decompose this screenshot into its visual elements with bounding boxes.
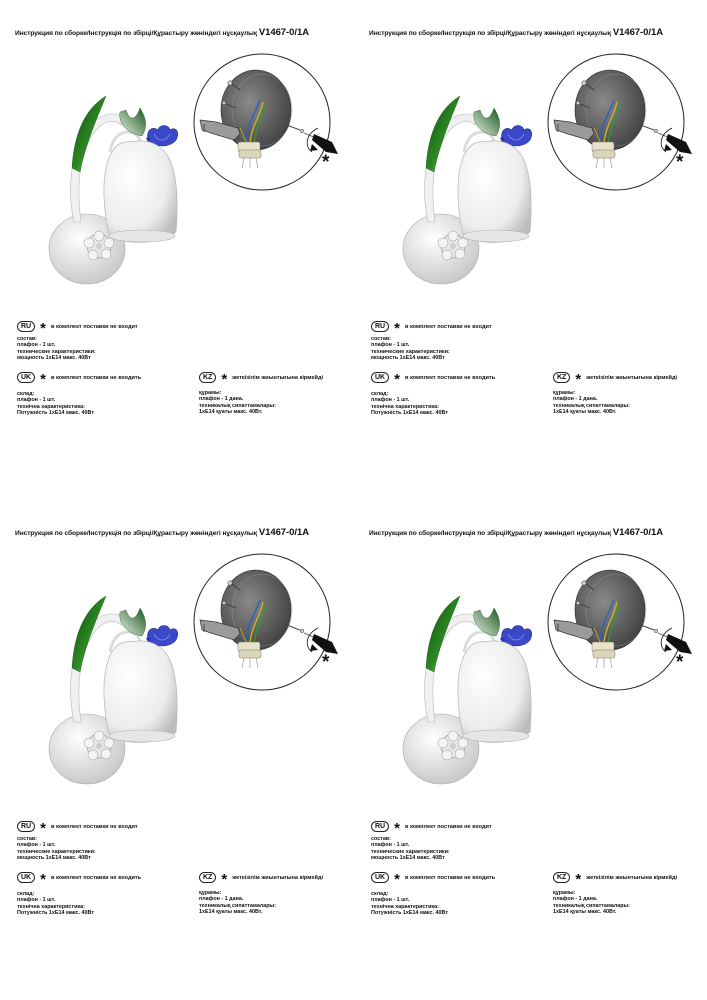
green-leaf <box>426 596 460 672</box>
kz-badge: KZ <box>199 372 216 383</box>
ru-spec-line: состав: <box>17 336 37 342</box>
kz-spec-line: плафон - 1 дана. <box>199 896 244 903</box>
uk-spec-block <box>17 891 94 916</box>
uk-spec-line: технічна характеристика: <box>371 903 439 910</box>
kz-spec-line: техникалық сипаттамалары: <box>199 402 276 409</box>
kz-spec-line: 1xE14 қуаты макс. 40Вт. <box>199 908 263 915</box>
lamp-illustration <box>354 500 707 820</box>
ru-note-row <box>17 819 138 837</box>
kz-spec-block <box>199 390 276 415</box>
kz-star: * <box>221 370 228 388</box>
kz-note: жеткізілім жиынтығына кірмейді <box>586 874 678 881</box>
shade-rim <box>109 730 175 742</box>
kz-badge: KZ <box>553 872 570 883</box>
ru-spec-line: состав: <box>371 836 391 842</box>
diagram-star: * <box>322 652 330 673</box>
instruction-panel <box>354 500 707 1000</box>
kz-note-row <box>199 870 324 888</box>
model-code: V1467-0/1A <box>258 27 310 38</box>
title-text: Инструкция по сборке/Інструкція по збірці/Құрастыру жөніндегі нұсқаулық <box>15 30 258 37</box>
uk-note: в комплект поставки не входить <box>404 874 496 881</box>
instruction-panel <box>0 500 353 1000</box>
glass-shade <box>104 141 177 243</box>
kz-badge: KZ <box>199 872 216 883</box>
uk-spec-line: плафон - 1 шт. <box>371 397 410 404</box>
ru-spec-line: технические характеристики: <box>17 848 96 855</box>
glass-shade <box>458 141 531 243</box>
ru-note-row <box>371 319 492 337</box>
uk-spec-line: технічна характеристика: <box>17 403 85 410</box>
uk-spec-line: Потужність 1xE14 макс. 40Вт <box>371 909 448 916</box>
uk-note: в комплект поставки не входить <box>50 374 142 381</box>
ru-badge: RU <box>17 321 35 332</box>
ru-spec-block <box>17 836 96 861</box>
uk-star: * <box>394 370 400 388</box>
kz-spec-line: плафон - 1 дана. <box>199 396 244 403</box>
ru-note-row <box>17 319 138 337</box>
glass-shade <box>458 641 531 743</box>
ru-badge: RU <box>17 821 35 832</box>
kz-note: жеткізілім жиынтығына кірмейді <box>232 874 324 881</box>
kz-note: жеткізілім жиынтығына кірмейді <box>586 374 678 381</box>
kz-spec-line: плафон - 1 дана. <box>553 896 598 903</box>
ru-badge: RU <box>371 821 389 832</box>
kz-spec-line: техникалық сипаттамалары: <box>199 902 276 909</box>
diagram-star: * <box>322 152 330 173</box>
ru-spec-line: состав: <box>371 336 391 342</box>
kz-note-row <box>553 870 678 888</box>
lamp-illustration <box>0 500 353 820</box>
ru-note: в комплект поставки не входит <box>50 323 138 330</box>
uk-spec-block <box>17 391 94 416</box>
uk-spec-line: Потужність 1xE14 макс. 40Вт <box>17 909 94 916</box>
uk-badge: UK <box>371 372 389 383</box>
ru-spec-line: плафон - 1 шт. <box>17 842 56 849</box>
kz-spec-line: 1xE14 қуаты макс. 40Вт. <box>199 408 263 415</box>
shade-rim <box>463 230 529 242</box>
kz-note: жеткізілім жиынтығына кірмейді <box>232 374 324 381</box>
model-code: V1467-0/1A <box>258 527 310 538</box>
ru-spec-block <box>371 836 450 861</box>
kz-star: * <box>575 870 582 888</box>
kz-spec-line: плафон - 1 дана. <box>553 396 598 403</box>
diagram-star: * <box>676 652 684 673</box>
ru-spec-line: мощность 1xE14 макс. 40Вт <box>17 354 91 361</box>
kz-spec-block <box>199 890 276 915</box>
ru-spec-line: мощность 1xE14 макс. 40Вт <box>17 854 91 861</box>
uk-spec-line: Потужність 1xE14 макс. 40Вт <box>371 409 448 416</box>
instruction-panel <box>354 0 707 500</box>
title-text: Инструкция по сборке/Інструкція по збірці/Құрастыру жөніндегі нұсқаулық <box>369 530 612 537</box>
ru-note-row <box>371 819 492 837</box>
ru-spec-line: мощность 1xE14 макс. 40Вт <box>371 354 445 361</box>
lamp-illustration <box>354 0 707 320</box>
uk-note: в комплект поставки не входить <box>50 874 142 881</box>
ru-spec-line: плафон - 1 шт. <box>17 342 56 349</box>
uk-spec-line: плафон - 1 шт. <box>17 897 56 904</box>
uk-badge: UK <box>17 872 35 883</box>
uk-badge: UK <box>371 872 389 883</box>
shade-rim <box>463 730 529 742</box>
kz-star: * <box>575 370 582 388</box>
uk-note: в комплект поставки не входить <box>404 374 496 381</box>
kz-spec-block <box>553 390 630 415</box>
uk-note-row <box>17 870 142 888</box>
lamp-illustration <box>0 0 353 320</box>
ru-spec-line: состав: <box>17 836 37 842</box>
kz-star: * <box>221 870 228 888</box>
kz-spec-line: құрамы: <box>553 890 576 896</box>
kz-note-row <box>199 370 324 388</box>
kz-spec-line: 1xE14 қуаты макс. 40Вт. <box>553 908 617 915</box>
kz-spec-line: 1xE14 қуаты макс. 40Вт. <box>553 408 617 415</box>
ru-note: в комплект поставки не входит <box>404 823 492 830</box>
green-leaf <box>72 596 106 672</box>
ru-star: * <box>40 819 46 837</box>
green-leaf <box>72 96 106 172</box>
ru-star: * <box>40 319 46 337</box>
uk-note-row <box>371 870 496 888</box>
model-code: V1467-0/1A <box>612 527 664 538</box>
ru-spec-block <box>17 336 96 361</box>
diagram-star: * <box>676 152 684 173</box>
kz-spec-line: құрамы: <box>553 390 576 396</box>
kz-badge: KZ <box>553 372 570 383</box>
uk-spec-line: склад: <box>17 891 35 897</box>
uk-star: * <box>394 870 400 888</box>
ru-note: в комплект поставки не входит <box>404 323 492 330</box>
uk-spec-block <box>371 891 448 916</box>
uk-spec-line: плафон - 1 шт. <box>17 397 56 404</box>
uk-spec-line: Потужність 1xE14 макс. 40Вт <box>17 409 94 416</box>
uk-badge: UK <box>17 372 35 383</box>
kz-note-row <box>553 370 678 388</box>
kz-spec-block <box>553 890 630 915</box>
instruction-panel <box>0 0 353 500</box>
ru-spec-line: мощность 1xE14 макс. 40Вт <box>371 854 445 861</box>
uk-spec-line: склад: <box>371 391 389 397</box>
ru-star: * <box>394 319 400 337</box>
uk-spec-line: склад: <box>17 391 35 397</box>
ru-spec-line: технические характеристики: <box>371 348 450 355</box>
uk-note-row <box>371 370 496 388</box>
kz-spec-line: құрамы: <box>199 890 222 896</box>
ru-star: * <box>394 819 400 837</box>
model-code: V1467-0/1A <box>612 27 664 38</box>
ru-spec-line: плафон - 1 шт. <box>371 842 410 849</box>
ru-spec-line: технические характеристики: <box>17 348 96 355</box>
uk-spec-line: склад: <box>371 891 389 897</box>
kz-spec-line: техникалық сипаттамалары: <box>553 902 630 909</box>
title-text: Инструкция по сборке/Інструкція по збірці/Құрастыру жөніндегі нұсқаулық <box>369 30 612 37</box>
shade-rim <box>109 230 175 242</box>
uk-spec-line: технічна характеристика: <box>17 903 85 910</box>
uk-star: * <box>40 870 46 888</box>
ru-badge: RU <box>371 321 389 332</box>
ru-spec-line: плафон - 1 шт. <box>371 342 410 349</box>
green-leaf <box>426 96 460 172</box>
ru-spec-block <box>371 336 450 361</box>
uk-spec-block <box>371 391 448 416</box>
uk-note-row <box>17 370 142 388</box>
uk-spec-line: технічна характеристика: <box>371 403 439 410</box>
uk-star: * <box>40 370 46 388</box>
uk-spec-line: плафон - 1 шт. <box>371 897 410 904</box>
glass-shade <box>104 641 177 743</box>
title-text: Инструкция по сборке/Інструкція по збірці/Құрастыру жөніндегі нұсқаулық <box>15 530 258 537</box>
ru-spec-line: технические характеристики: <box>371 848 450 855</box>
kz-spec-line: техникалық сипаттамалары: <box>553 402 630 409</box>
kz-spec-line: құрамы: <box>199 390 222 396</box>
ru-note: в комплект поставки не входит <box>50 823 138 830</box>
